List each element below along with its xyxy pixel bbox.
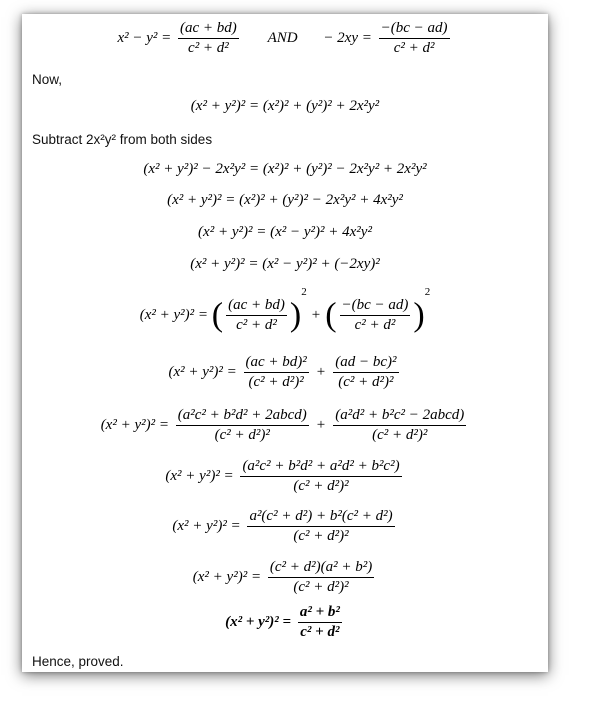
fraction: $\frac{\text{(a²c² + b²d² + 2abcd)}}{\text{(c² + d²)²}}$	[177, 407, 307, 443]
document-page	[22, 14, 548, 672]
subtract-text: Subtract 2x²y² from both sides	[32, 132, 213, 147]
fraction: $\frac{-(bc - ad)}{\text{c² + d²}}$	[341, 297, 409, 334]
fraction: $\frac{\text{(a²c² + b²d² + a²d² + b²c²)}}{\text{(c² + d²)²}}$	[242, 458, 400, 494]
fraction: $\frac{\text{a² + b²}}{\text{c² + d²}}$	[299, 604, 340, 640]
equation-line: (x² + y²)² = $\frac{\text{(a²c² + b²d² + a²d² + b²c²)}}{\text{(c² + d²)²}}$	[165, 458, 400, 494]
fraction: $\frac{\text{(a²d² + b²c² − 2abcd)}}{\text{(c² + d²)²}}$	[335, 407, 465, 443]
equation-line: (x² + y²)² = (x²)² + (y²)² + 2x²y²	[190, 98, 380, 114]
equation-final: (x² + y²)² = $\frac{\text{a² + b²}}{\text{c² + d²}}$	[225, 604, 340, 640]
equation-line: (x² + y²)² = ( $\frac{(ac + bd)}{\text{c² + d²}}$ )$^2$+ ( $\frac{-(bc - ad)}{\text{c² + d²}}$ )$^2$	[139, 286, 431, 334]
equation-text: x² − y² =	[117, 29, 176, 46]
fraction: $\frac{\text{(c² + d²)(a² + b²)}}{\text{(c² + d²)²}}$	[269, 559, 373, 595]
equation-line: (x² + y²)² = (x² − y²)² + (−2xy)²	[190, 256, 380, 272]
fraction: $\frac{(ac + bd)}{\text{c² + d²}}$	[228, 297, 285, 334]
equation-line: (x² + y²)² = $\frac{\text{(c² + d²)(a² + b²)}}{\text{(c² + d²)²}}$	[192, 559, 373, 595]
fraction: $\frac{\text{a²(c² + d²) + b²(c² + d²)}}{\text{(c² + d²)²}}$	[249, 508, 393, 544]
equation-line: (x² + y²)² = $\frac{\text{(ac + bd)²}}{\text{(c² + d²)²}}$ + $\frac{\text{(ad − bc)²}}{\text{(c² + d²)²}}$	[168, 354, 397, 390]
equation-text: − 2xy =	[323, 29, 376, 46]
equation-given	[22, 20, 548, 57]
equation-line: (x² + y²)² = (x²)² + (y²)² − 2x²y² + 4x²y²	[167, 192, 403, 208]
fraction: $\frac{(ac + bd)}{\text{c² + d²}}$	[180, 20, 237, 56]
and-label: AND	[267, 29, 298, 46]
now-text: Now,	[32, 72, 63, 87]
fraction: $\frac{-(bc - ad)}{\text{c² + d²}}$	[380, 20, 448, 56]
fraction: $\frac{\text{(ad − bc)²}}{\text{(c² + d²)²}}$	[335, 354, 397, 390]
equation-line: (x² + y²)² = $\frac{\text{a²(c² + d²) + b²(c² + d²)}}{\text{(c² + d²)²}}$	[172, 508, 393, 544]
equation-line: (x² + y²)² = $\frac{\text{(a²c² + b²d² + 2abcd)}}{\text{(c² + d²)²}}$ + $\frac{\text{(a²d² + b²c² − 2abcd)}}{\text{(c² + d²)²}}$	[100, 407, 465, 443]
hence-text: Hence, proved.	[32, 654, 124, 669]
equation-line: (x² + y²)² = (x² − y²)² + 4x²y²	[198, 224, 372, 240]
equation-line: (x² + y²)² − 2x²y² = (x²)² + (y²)² − 2x²y² + 2x²y²	[143, 161, 427, 177]
fraction: $\frac{\text{(ac + bd)²}}{\text{(c² + d²)²}}$	[245, 354, 307, 390]
